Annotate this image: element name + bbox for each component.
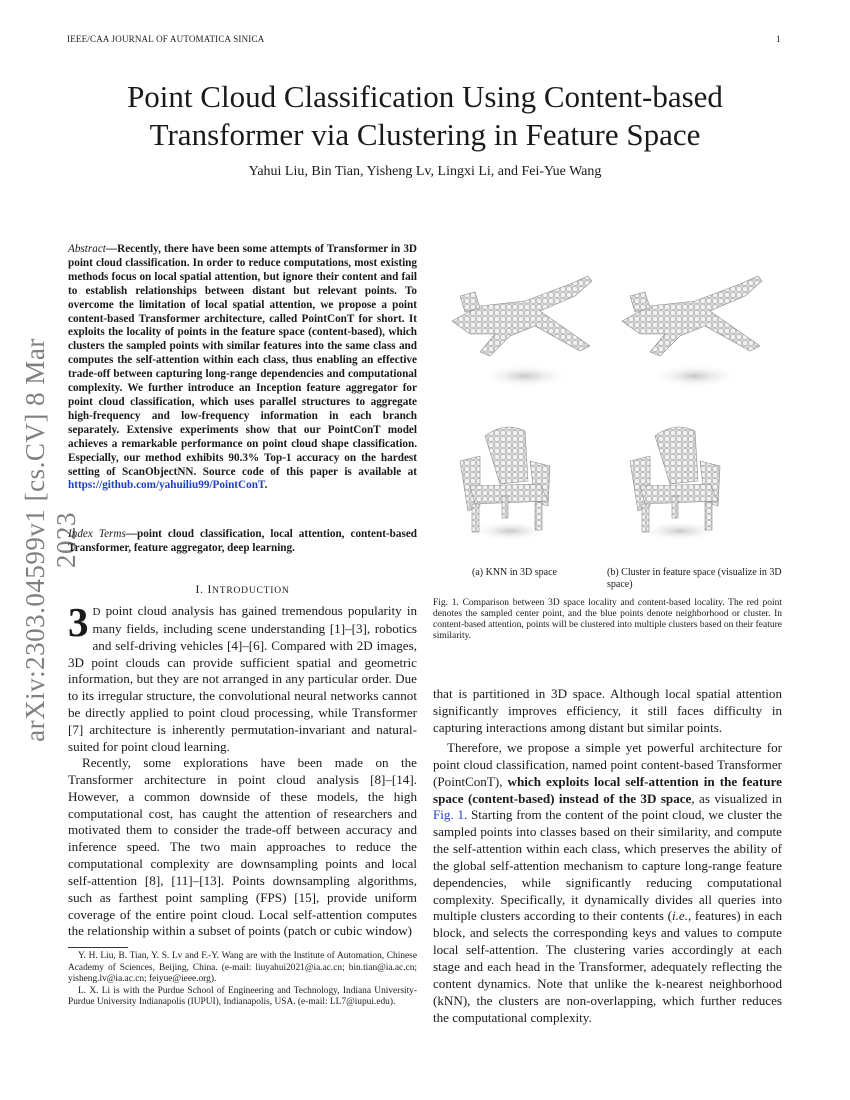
intro-paragraph-2: Recently, some explorations have been made on the Transformer architecture in point cloud analysis [8]–[14]. However, a common downside of these models, the high computational cost, has caught the attention of researchers and motivated them to consider the trade-off between accuracy and inference speed. The two main approaches to reduce the computational complexity are downsampling points and local self-attention [8], [11]–[13]. Points downsampling algorithms, such as farthest point sampling (FPS) [15], provide uniform coverage of the entire point cloud. Local self-attention computes the relationship within a subset of points (patch or cubic window) bbox=[68, 755, 417, 939]
section-heading-initial: I bbox=[207, 584, 213, 596]
airplane-pointcloud-knn bbox=[452, 276, 592, 388]
abstract bbox=[68, 243, 417, 493]
right-paragraph-2-b: , as visualized in bbox=[691, 790, 782, 806]
section-number: I. bbox=[195, 584, 208, 596]
airplane-pointcloud-cluster bbox=[622, 276, 762, 388]
figure-caption: Fig. 1. Comparison between 3D space locality and content-based locality. The red point denotes the sampled center point, and the blue points denote neighborhood or cluster. In content-based attention, points will be clustered into multiple clusters based on their feature similarity. bbox=[433, 598, 782, 642]
subfigure-caption-a: (a) KNN in 3D space bbox=[472, 567, 557, 578]
section-heading-introduction bbox=[68, 584, 417, 596]
page-number: 1 bbox=[776, 34, 781, 44]
chair-pointcloud-cluster bbox=[630, 427, 720, 541]
subfigure-caption-b: (b) Cluster in feature space (visualize in 3D space) bbox=[607, 567, 782, 590]
author-list: Yahui Liu, Bin Tian, Yisheng Lv, Lingxi Li, and Fei-Yue Wang bbox=[248, 164, 602, 179]
index-terms bbox=[68, 528, 417, 556]
chair-pointcloud-knn bbox=[460, 427, 550, 541]
drop-cap-continuation: D bbox=[92, 606, 101, 618]
intro-paragraph-1-text: point cloud analysis has gained tremendous popularity in many fields, including scene understanding [1]–[3], robotics and self-driving vehicles [4]–[6]. Compared with 2D images, 3D point clouds can provide sufficient spatial and geometric information, but they are not arranged in any particular order. Due to its irregular structure, the convolutional neural networks cannot be directly applied to point cloud processing, while Transformer [7] architecture is inherently permutation-invariant and natural-suited for point cloud learning. bbox=[68, 603, 417, 754]
right-paragraph-2 bbox=[433, 740, 782, 1026]
abstract-label: Abstract bbox=[68, 243, 106, 255]
abstract-body: —Recently, there have been some attempts of Transformer in 3D point cloud classification. In order to reduce computations, most existing methods focus on local spatial attention, but ignore their content and fail to establish relationships between distant but relevant points. To overcome the limitation of local spatial attention, we propose a point content-based Transformer architecture, called PointConT for short. It exploits the locality of points in the feature space (content-based), which clusters the sampled points with similar features into the same class and computes the self-attention within each class, thus enabling an effective trade-off between capturing long-range dependencies and computational complexity. We further introduce an Inception feature aggregator for point cloud classification, which uses parallel structures to aggregate high-frequency and low-frequency information in each branch separately. Extensive experiments show that our PointConT model achieves a remarkable performance on point cloud shape classification. Especially, our method exhibits 90.3% Top-1 accuracy on the hardest setting of ScanObjectNN. Source code of this paper is available at bbox=[68, 243, 417, 478]
figure-1-reference-link[interactable]: Fig. 1 bbox=[433, 807, 465, 823]
footnote-affiliation-2: L. X. Li is with the Purdue School of Engineering and Technology, Indiana University-Purdue University Indianapolis (IUPUI), Indianapolis, USA. (e-mail: LL7@iupui.edu). bbox=[68, 985, 417, 1008]
footnotes bbox=[68, 951, 417, 1009]
figure-1 bbox=[440, 256, 775, 561]
footnote-affiliation-1: Y. H. Liu, B. Tian, Y. S. Lv and F.-Y. Wang are with the Institute of Automation, Chinese Academy of Sciences, Beijing, China. (e-mail: liuyahui2021@ia.ac.cn; bin.tian@ia.ac.cn; yisheng.lv@ia.ac.cn; feiyue@ieee.org). bbox=[68, 951, 417, 985]
index-terms-label: Index Terms bbox=[68, 528, 126, 540]
paper-title: Point Cloud Classification Using Content-based Transformer via Clustering in Feature Space bbox=[127, 79, 723, 152]
right-paragraph-1: that is partitioned in 3D space. Although local spatial attention significantly improves efficiency, it still faces difficulty in capturing interactions among distant but similar points. bbox=[433, 686, 782, 735]
right-paragraph-2-c: . Starting from the content of the point cloud, we cluster the sampled points into classes based on their similarity, and compute the self-attention within each class, which preserves the ability of the global self-attention mechanism to capture long-range feature dependencies, while significantly reducing computational complexity. Specifically, it dynamically divides all queries into multiple clusters according to their contents ( bbox=[433, 807, 782, 924]
ie-abbreviation: i.e., bbox=[671, 908, 692, 924]
figure-1-panels bbox=[440, 256, 775, 561]
drop-cap: 3 bbox=[68, 599, 89, 645]
key-contribution-highlight: which exploits local self-attention in the feature space (content-based) instead of the 3D space bbox=[433, 773, 782, 806]
right-paragraph-2-d: features) in each block, and selects the corresponding keys and values to compute local self-attention. The clustering varies accordingly at each stage and each head in the Transformer, adequately reflecting the content dynamics. Note that unlike the k-nearest neighborhood (kNN), the clusters are non-overlapping, which further reduces the computational complexity. bbox=[433, 908, 782, 1025]
footnote-divider bbox=[68, 947, 128, 948]
arxiv-identifier: arXiv:2303.04599v1 [cs.CV] 8 Mar 2023 bbox=[20, 338, 81, 742]
index-terms-body: —point cloud classification, local attention, content-based Transformer, feature aggregator, deep learning. bbox=[68, 528, 418, 554]
section-heading-rest: NTRODUCTION bbox=[212, 586, 290, 596]
source-code-link[interactable]: https://github.com/yahuiliu99/PointConT bbox=[68, 479, 265, 492]
abstract-end: . bbox=[264, 479, 268, 492]
running-header: IEEE/CAA JOURNAL OF AUTOMATICA SINICA bbox=[67, 34, 265, 44]
intro-paragraph-1 bbox=[68, 599, 417, 756]
right-paragraph-2-a: Therefore, we propose a simple yet powerful architecture for point cloud classification, named point content-based Transformer (PointConT), bbox=[433, 740, 782, 789]
